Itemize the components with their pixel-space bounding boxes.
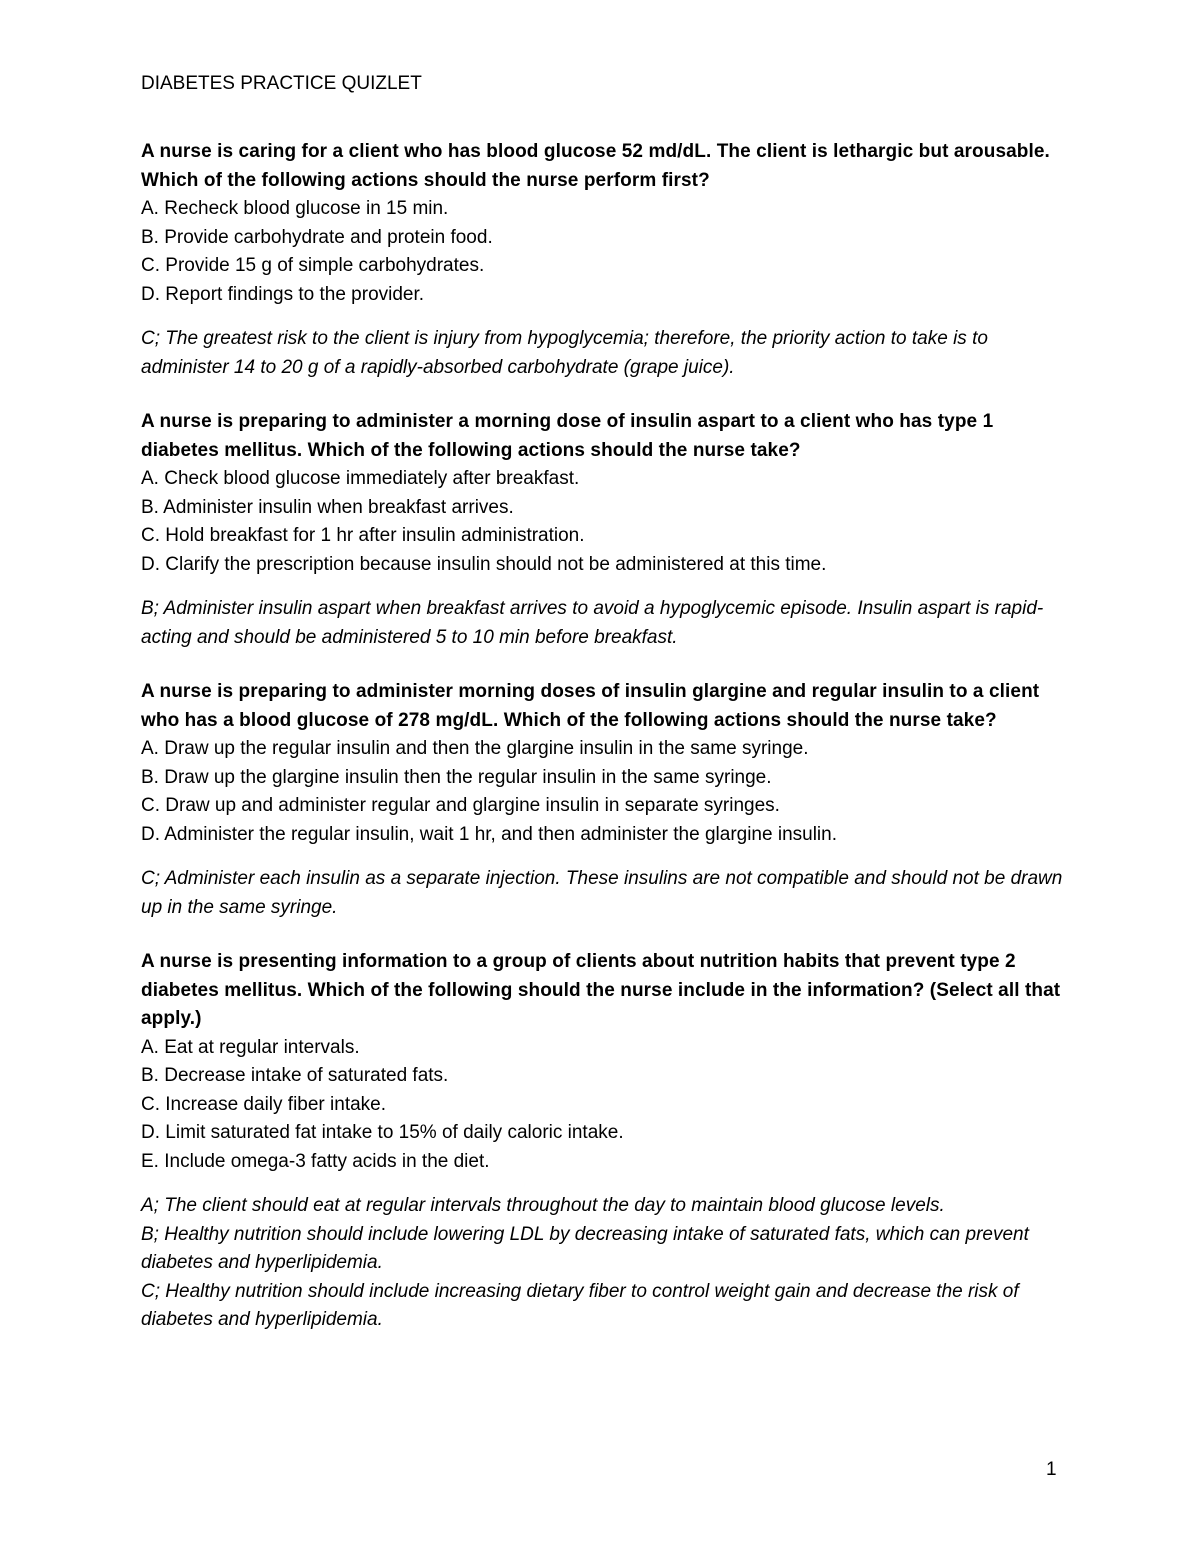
rationale-text: A; The client should eat at regular intervals throughout the day to maintain blood glucose levels.: [141, 1195, 945, 1216]
answer-rationale: [141, 1192, 1071, 1335]
answer-option: D. Report findings to the provider.: [141, 283, 425, 305]
document-title: DIABETES PRACTICE QUIZLET: [141, 73, 422, 94]
answer-rationale: [141, 325, 1071, 382]
rationale-text: B; Administer insulin aspart when breakfast arrives to avoid a hypoglycemic episode. Insulin aspart is rapid-acting and should be administered 5 to 10 min before breakfast.: [141, 598, 1044, 648]
answer-option: D. Administer the regular insulin, wait 1 hr, and then administer the glargine insulin.: [141, 823, 837, 845]
document-page: [141, 70, 1071, 1361]
answer-option: E. Include omega-3 fatty acids in the diet.: [141, 1150, 490, 1172]
answer-option: C. Provide 15 g of simple carbohydrates.: [141, 255, 485, 276]
question-stem: A nurse is caring for a client who has blood glucose 52 md/dL. The client is lethargic but arousable. Which of the following actions should the nurse perform first?: [141, 141, 1050, 191]
answer-rationale: [141, 595, 1071, 652]
rationale-text: B; Healthy nutrition should include lowering LDL by decreasing intake of saturated fats, which can prevent diabetes and hyperlipidemia.: [141, 1223, 1029, 1273]
answer-options: [141, 735, 1071, 849]
answer-option: A. Recheck blood glucose in 15 min.: [141, 198, 449, 219]
answer-option: B. Provide carbohydrate and protein food.: [141, 226, 493, 248]
question-3: [141, 678, 1071, 922]
question-stem: A nurse is preparing to administer a morning dose of insulin aspart to a client who has type 1 diabetes mellitus. Which of the following actions should the nurse take?: [141, 411, 994, 461]
answer-option: B. Draw up the glargine insulin then the regular insulin in the same syringe.: [141, 766, 772, 788]
answer-option: C. Hold breakfast for 1 hr after insulin administration.: [141, 525, 585, 546]
question-1: [141, 138, 1071, 382]
answer-option: C. Increase daily fiber intake.: [141, 1093, 387, 1115]
question-stem: A nurse is preparing to administer morning doses of insulin glargine and regular insulin to a client who has a blood glucose of 278 mg/dL. Which of the following actions should the nurse take?: [141, 681, 1040, 731]
answer-option: D. Limit saturated fat intake to 15% of daily caloric intake.: [141, 1122, 624, 1143]
answer-option: B. Decrease intake of saturated fats.: [141, 1065, 449, 1086]
answer-options: [141, 1034, 1071, 1177]
answer-rationale: [141, 865, 1071, 922]
rationale-text: C; The greatest risk to the client is injury from hypoglycemia; therefore, the priority action to take is to administer 14 to 20 g of a rapidly-absorbed carbohydrate (grape juice).: [141, 328, 988, 378]
answer-option: A. Draw up the regular insulin and then the glargine insulin in the same syringe.: [141, 738, 809, 759]
question-stem: A nurse is presenting information to a group of clients about nutrition habits that prevent type 2 diabetes mellitus. Which of the following should the nurse include in the information? (Select all that apply.): [141, 951, 1061, 1029]
answer-option: B. Administer insulin when breakfast arrives.: [141, 496, 514, 518]
question-4: [141, 948, 1071, 1335]
page-number: 1: [1046, 1459, 1057, 1480]
answer-options: [141, 195, 1071, 309]
answer-option: A. Eat at regular intervals.: [141, 1036, 360, 1058]
rationale-text: C; Healthy nutrition should include increasing dietary fiber to control weight gain and decrease the risk of diabetes and hyperlipidemia.: [141, 1280, 1019, 1330]
rationale-text: C; Administer each insulin as a separate injection. These insulins are not compatible and should not be drawn up in the same syringe.: [141, 868, 1063, 918]
question-2: [141, 408, 1071, 652]
answer-option: C. Draw up and administer regular and glargine insulin in separate syringes.: [141, 795, 780, 816]
answer-option: A. Check blood glucose immediately after breakfast.: [141, 468, 580, 489]
answer-options: [141, 465, 1071, 579]
answer-option: D. Clarify the prescription because insulin should not be administered at this time.: [141, 553, 827, 575]
